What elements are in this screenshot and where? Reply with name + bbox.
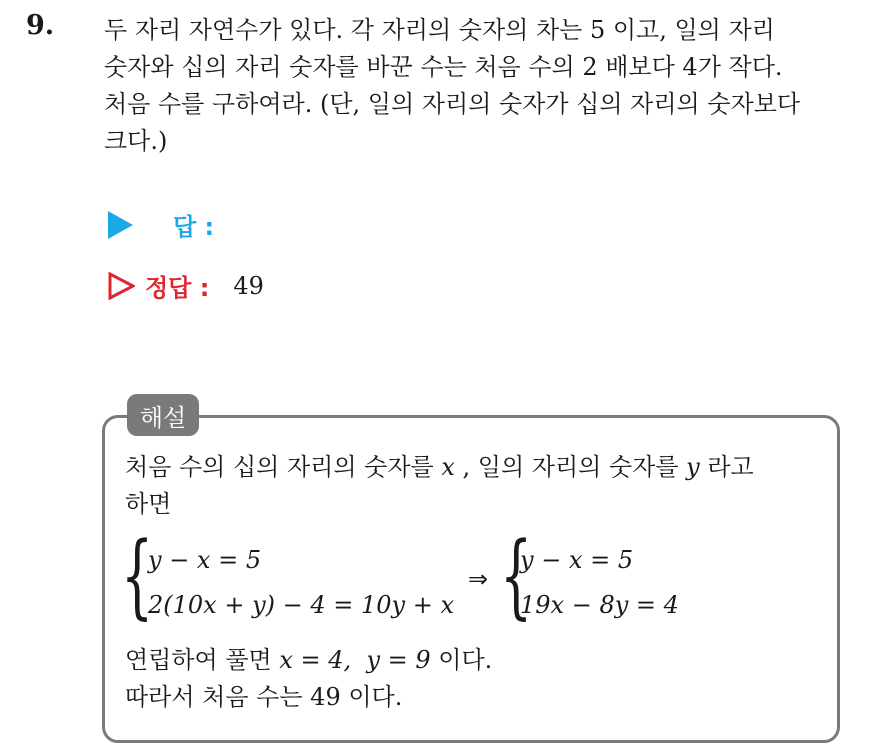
correct-answer-row — [108, 268, 264, 303]
correct-answer-value: 49 — [233, 271, 264, 300]
variable-x: x — [441, 453, 455, 481]
outline-play-icon — [108, 272, 135, 300]
answer-row — [108, 207, 214, 242]
implies-arrow: ⇒ — [468, 565, 489, 593]
solution-intro-text-c: 라고 — [699, 453, 754, 481]
answer-label: 답 : — [173, 213, 215, 241]
question-text-line-4: 크다.) — [104, 127, 168, 155]
variable-y: y — [686, 453, 700, 481]
solution-intro-line-1 — [125, 451, 754, 483]
right-system-equation-1: y − x = 5 — [520, 546, 634, 574]
question-text-line-1: 두 자리 자연수가 있다. 각 자리의 숫자의 차는 5 이고, 일의 자리 — [104, 16, 775, 44]
right-system-equation-2: 19x − 8y = 4 — [520, 591, 679, 619]
solution-intro-line-2: 하면 — [125, 490, 172, 518]
solution-conclusion-line: 따라서 처음 수는 49 이다. — [125, 683, 403, 711]
solution-result-text-b: 이다. — [430, 646, 493, 674]
question-text-line-2: 숫자와 십의 자리 숫자를 바꾼 수는 처음 수의 2 배보다 4가 작다. — [104, 53, 783, 81]
solution-result-text-a: 연립하여 풀면 — [125, 646, 280, 674]
result-x: x = 4, — [279, 646, 352, 674]
left-system-brace: { — [121, 522, 154, 629]
right-system-brace: { — [500, 522, 533, 629]
question-number: 9. — [26, 10, 55, 41]
solution-result-line — [125, 644, 492, 676]
result-y: y = 9 — [366, 646, 431, 674]
play-icon — [108, 211, 133, 239]
left-system-equation-1: y − x = 5 — [148, 546, 262, 574]
solution-intro-text-b: , 일의 자리의 숫자를 — [454, 453, 687, 481]
left-system-equation-2: 2(10x + y) − 4 = 10y + x — [148, 591, 454, 619]
correct-answer-label: 정답 : — [145, 274, 210, 302]
solution-tag: 해설 — [127, 394, 199, 436]
question-text-line-3: 처음 수를 구하여라. (단, 일의 자리의 숫자가 십의 자리의 숫자보다 — [104, 90, 801, 118]
solution-intro-text-a: 처음 수의 십의 자리의 숫자를 — [125, 453, 442, 481]
